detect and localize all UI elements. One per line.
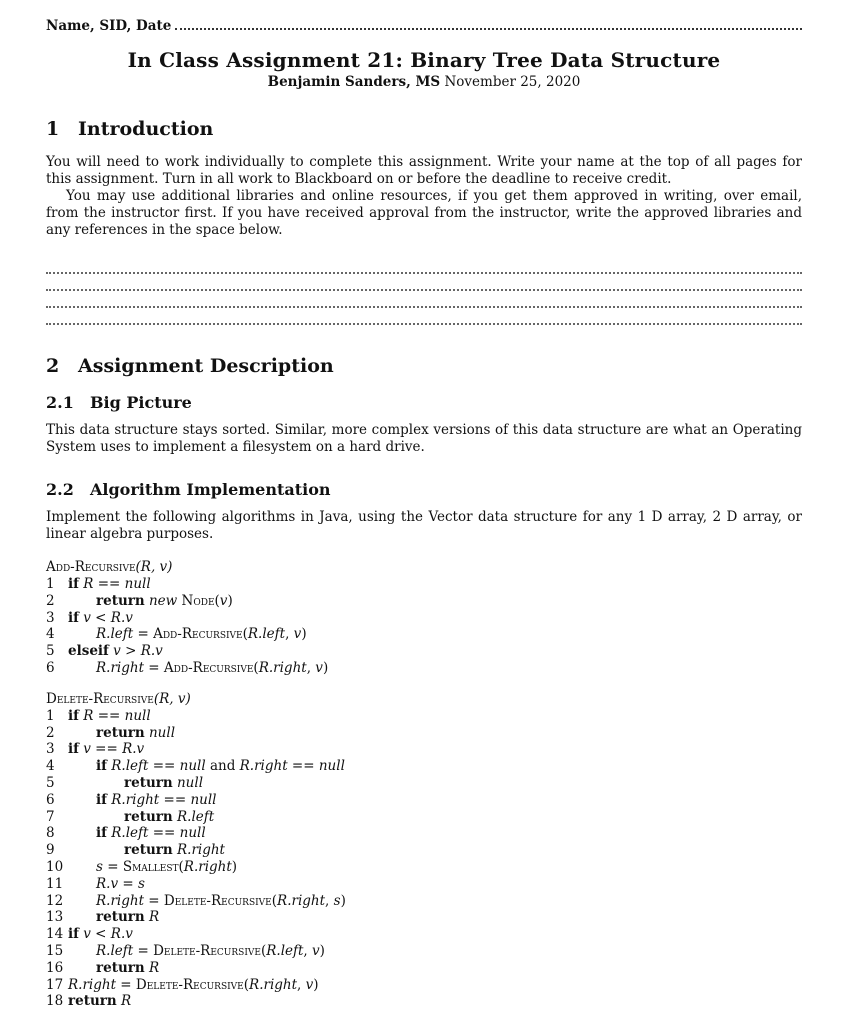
- pseudocode-line: [46, 593, 802, 610]
- section-heading: 2 Assignment Description: [46, 355, 334, 377]
- line-number: 2: [46, 724, 55, 741]
- line-number: 1: [46, 707, 55, 724]
- pseudocode-line: [46, 725, 802, 742]
- line-code: if v == R.v: [68, 741, 145, 758]
- pseudocode-line: [46, 909, 802, 926]
- pseudocode-line: [46, 926, 802, 943]
- pseudocode-line: [46, 809, 802, 826]
- line-code: s = Smallest(R.right): [96, 858, 238, 875]
- line-number: 12: [46, 892, 64, 909]
- section-assignment-description: [46, 355, 802, 1010]
- document-title: In Class Assignment 21: Binary Tree Data Structure: [127, 48, 721, 72]
- approved-references-space: [46, 257, 802, 325]
- big-picture-paragraph: This data structure stays sorted. Similar, more complex versions of this data structure are what an Operating System uses to implement a filesystem on a hard drive.: [46, 422, 802, 455]
- line-code: return new Node(v): [96, 592, 233, 609]
- line-number: 6: [46, 659, 55, 676]
- fill-line: [46, 291, 802, 308]
- line-number: 10: [46, 858, 64, 875]
- author-name: Benjamin Sanders, MS: [267, 74, 441, 90]
- author-line: [46, 74, 802, 90]
- line-code: R.left = Delete-Recursive(R.left, v): [96, 942, 325, 959]
- line-code: R.right = Add-Recursive(R.right, v): [96, 659, 329, 676]
- algorithm-signature: Add-Recursive(R, v): [46, 559, 173, 575]
- document-page: [46, 18, 802, 1010]
- pseudocode-line: [46, 643, 802, 660]
- line-number: 16: [46, 959, 64, 976]
- line-number: 4: [46, 758, 55, 775]
- line-number: 9: [46, 842, 55, 859]
- line-number: 11: [46, 875, 64, 892]
- pseudocode-line: [46, 842, 802, 859]
- name-label: Name, SID, Date: [46, 18, 172, 34]
- pseudocode-line: [46, 893, 802, 910]
- algorithm-paragraph: Implement the following algorithms in Java, using the Vector data structure for any 1 D array, 2 D array, or linear algebra purposes.: [46, 509, 802, 542]
- line-number: 18: [46, 993, 64, 1010]
- line-number: 6: [46, 791, 55, 808]
- line-number: 7: [46, 808, 55, 825]
- pseudocode-line: [46, 660, 802, 677]
- line-code: R.right = Delete-Recursive(R.right, s): [96, 892, 346, 909]
- fill-line: [46, 257, 802, 274]
- line-code: R.left = Add-Recursive(R.left, v): [96, 626, 307, 643]
- algorithm-add-recursive: [46, 559, 802, 677]
- line-number: 8: [46, 825, 55, 842]
- line-code: return R: [96, 909, 160, 926]
- pseudocode-line: [46, 943, 802, 960]
- algorithm-signature: Delete-Recursive(R, v): [46, 690, 191, 707]
- line-code: return R.right: [124, 842, 225, 859]
- subsection-big-picture: [46, 393, 802, 456]
- intro-paragraph-1: You will need to work individually to complete this assignment. Write your name at the top of all pages for this assignment. Turn in all work to Blackboard on or before the deadline to receive credit.: [46, 154, 802, 187]
- pseudocode-line: [46, 993, 802, 1010]
- section-introduction: [46, 118, 802, 325]
- line-code: if R.left == null: [96, 825, 206, 842]
- line-code: if v < R.v: [68, 926, 133, 943]
- line-code: return R: [68, 993, 132, 1010]
- line-code: if R.left == null and R.right == null: [96, 758, 345, 775]
- line-code: if R.right == null: [96, 791, 217, 808]
- section-heading: 1 Introduction: [46, 118, 214, 140]
- pseudocode-line: [46, 576, 802, 593]
- line-number: 17: [46, 976, 64, 993]
- name-sid-date-line: [46, 18, 802, 40]
- name-fill-dots: [175, 18, 802, 30]
- line-code: elseif v > R.v: [68, 643, 163, 660]
- fill-line: [46, 308, 802, 325]
- line-number: 13: [46, 909, 64, 926]
- line-number: 5: [46, 774, 55, 791]
- pseudocode-line: [46, 859, 802, 876]
- line-number: 14: [46, 926, 64, 943]
- algorithm-delete-recursive: [46, 691, 802, 1010]
- pseudocode-line: [46, 792, 802, 809]
- line-code: R.right = Delete-Recursive(R.right, v): [68, 976, 319, 993]
- pseudocode-line: [46, 775, 802, 792]
- pseudocode-line: [46, 741, 802, 758]
- subsection-heading: 2.2 Algorithm Implementation: [46, 480, 331, 499]
- fill-line: [46, 274, 802, 291]
- line-code: if v < R.v: [68, 609, 133, 626]
- pseudocode-line: [46, 626, 802, 643]
- pseudocode-line: [46, 758, 802, 775]
- pseudocode-line: [46, 825, 802, 842]
- line-number: 2: [46, 592, 55, 609]
- pseudocode-line: [46, 708, 802, 725]
- intro-paragraph-2: You may use additional libraries and online resources, if you get them approved in writing, over email, from the instructor first. If you have received approval from the instructor, write the approved libraries and any references in the space below.: [46, 188, 802, 238]
- pseudocode-line: [46, 960, 802, 977]
- line-number: 4: [46, 626, 55, 643]
- subsection-heading: 2.1 Big Picture: [46, 393, 192, 412]
- line-code: return null: [96, 724, 176, 741]
- line-code: R.v = s: [96, 875, 145, 892]
- pseudocode-line: [46, 977, 802, 994]
- line-code: return null: [124, 774, 204, 791]
- line-code: return R.left: [124, 808, 215, 825]
- line-number: 15: [46, 942, 64, 959]
- document-date: November 25, 2020: [444, 74, 581, 90]
- pseudocode-line: [46, 610, 802, 627]
- line-number: 3: [46, 609, 55, 626]
- line-code: return R: [96, 959, 160, 976]
- line-number: 1: [46, 576, 55, 592]
- line-code: if R == null: [68, 707, 151, 724]
- line-code: if R == null: [68, 576, 151, 592]
- pseudocode-line: [46, 876, 802, 893]
- subsection-algorithm-implementation: [46, 480, 802, 543]
- line-number: 3: [46, 741, 55, 758]
- line-number: 5: [46, 643, 55, 660]
